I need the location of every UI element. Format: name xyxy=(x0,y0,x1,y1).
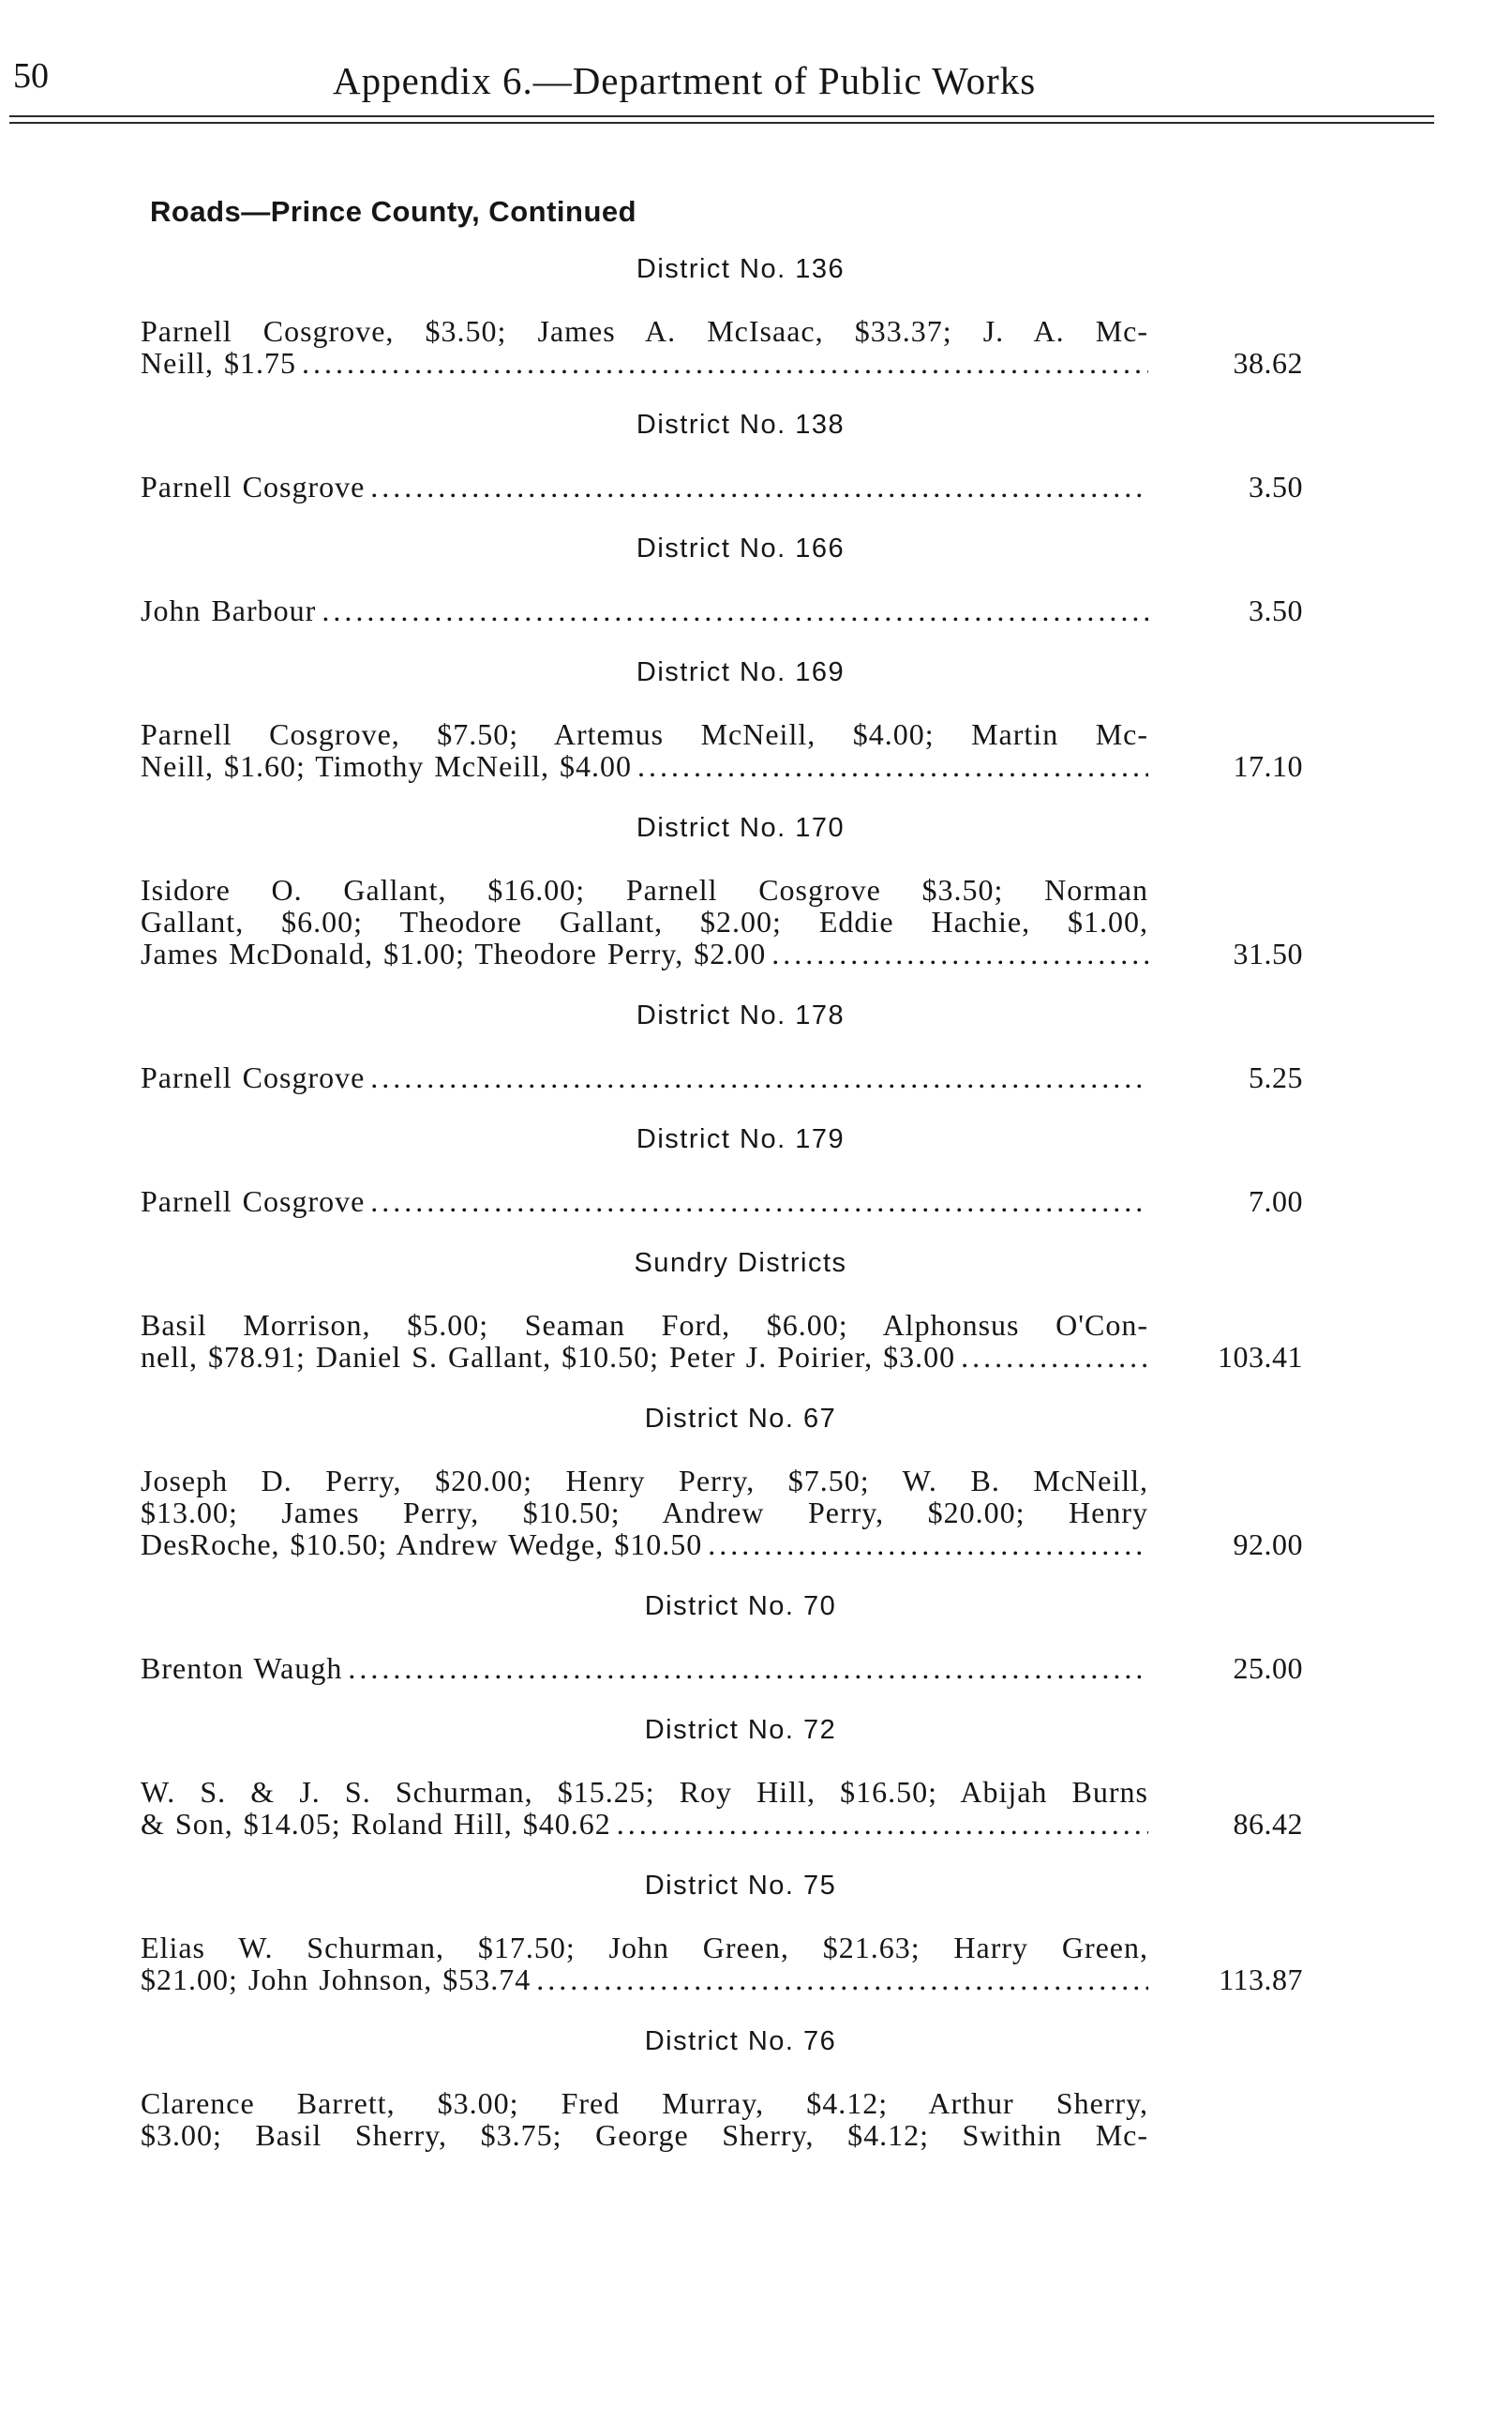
entry-line-last xyxy=(141,471,1148,503)
entry-line: Clarence Barrett, $3.00; Fred Murray, $4.12; Arthur Sherry, xyxy=(141,2086,1148,2120)
leader-dots xyxy=(370,471,1148,503)
district-title: District No. 72 xyxy=(644,1715,837,1745)
leader-dots xyxy=(370,1185,1148,1217)
entry-line: Basil Morrison, $5.00; Seaman Ford, $6.00; Alphonsus O'Con- xyxy=(141,1308,1148,1342)
entry-amount: 38.62 xyxy=(1233,346,1303,380)
entry-line-text: James McDonald, $1.00; Theodore Perry, $2.00 xyxy=(141,937,767,970)
entry-line-text: Brenton Waugh xyxy=(141,1651,343,1685)
running-title: Appendix 6.—Department of Public Works xyxy=(333,59,1037,102)
entry-line-last xyxy=(141,938,1148,970)
entry-line-last xyxy=(141,594,1148,626)
entry-text xyxy=(141,1309,1148,1373)
entry-amount: 86.42 xyxy=(1233,1807,1303,1841)
district-entry xyxy=(141,594,1303,626)
entry-line-text: Parnell Cosgrove xyxy=(141,470,366,504)
entry-text xyxy=(141,1932,1148,1995)
entry-text xyxy=(141,1185,1148,1217)
entry-line-last xyxy=(141,1341,1148,1373)
district-entry xyxy=(141,471,1303,503)
entry-amount: 31.50 xyxy=(1233,937,1303,970)
leader-dots xyxy=(617,1808,1148,1840)
entry-line-last xyxy=(141,1652,1148,1684)
entry-line: Parnell Cosgrove, $7.50; Artemus McNeill, $4.00; Martin Mc- xyxy=(141,717,1148,751)
district-entry xyxy=(141,315,1303,379)
district-entry xyxy=(141,1309,1303,1373)
entry-text xyxy=(141,1061,1148,1093)
entry-line-text: Parnell Cosgrove xyxy=(141,1184,366,1218)
entry-line: Gallant, $6.00; Theodore Gallant, $2.00; Eddie Hachie, $1.00, xyxy=(141,905,1148,939)
leader-dots xyxy=(771,938,1148,970)
district-entry xyxy=(141,874,1303,970)
leader-dots xyxy=(708,1528,1148,1560)
leader-dots xyxy=(961,1341,1148,1373)
leader-dots xyxy=(348,1652,1148,1684)
entry-amount: 113.87 xyxy=(1219,1962,1303,1996)
section-title: Roads—Prince County, Continued xyxy=(150,195,637,228)
page-number: 50 xyxy=(13,56,49,96)
entry-line-text: John Barbour xyxy=(141,594,317,627)
entry-line: Isidore O. Gallant, $16.00; Parnell Cosgrove $3.50; Norman xyxy=(141,873,1148,907)
district-title: District No. 70 xyxy=(644,1591,837,1621)
district-title: District No. 76 xyxy=(644,2026,837,2056)
district-title: Sundry Districts xyxy=(634,1248,847,1278)
header-rule xyxy=(9,122,1434,124)
entry-amount: 5.25 xyxy=(1249,1060,1303,1094)
entry-amount: 3.50 xyxy=(1249,594,1303,627)
header-rule xyxy=(9,115,1434,117)
entry-line-last xyxy=(141,1808,1148,1840)
entry-line-text: Parnell Cosgrove xyxy=(141,1060,366,1094)
entry-line-text: DesRoche, $10.50; Andrew Wedge, $10.50 xyxy=(141,1527,703,1561)
district-entry xyxy=(141,1932,1303,1995)
district-title: District No. 166 xyxy=(636,534,846,564)
entry-line: Parnell Cosgrove, $3.50; James A. McIsaac, $33.37; J. A. Mc- xyxy=(141,314,1148,348)
entry-line: Elias W. Schurman, $17.50; John Green, $21.63; Harry Green, xyxy=(141,1931,1148,1964)
entry-line-last xyxy=(141,347,1148,379)
district-title: District No. 138 xyxy=(636,410,846,440)
entry-line-last xyxy=(141,1528,1148,1560)
entry-line-text: & Son, $14.05; Roland Hill, $40.62 xyxy=(141,1807,611,1841)
entry-text xyxy=(141,874,1148,970)
entry-text xyxy=(141,718,1148,782)
district-entry xyxy=(141,1061,1303,1093)
entry-text xyxy=(141,315,1148,379)
leader-dots xyxy=(302,347,1148,379)
leader-dots xyxy=(370,1061,1148,1093)
entry-line: Joseph D. Perry, $20.00; Henry Perry, $7.50; W. B. McNeill, xyxy=(141,1464,1148,1497)
district-entry xyxy=(141,1465,1303,1560)
district-title: District No. 67 xyxy=(644,1404,837,1434)
entry-amount: 103.41 xyxy=(1218,1340,1303,1374)
entry-text xyxy=(141,594,1148,626)
entry-line-text: nell, $78.91; Daniel S. Gallant, $10.50; Peter J. Poirier, $3.00 xyxy=(141,1340,956,1374)
entry-text xyxy=(141,1652,1148,1684)
district-title: District No. 170 xyxy=(636,813,846,843)
entry-line: W. S. & J. S. Schurman, $15.25; Roy Hill, $16.50; Abijah Burns xyxy=(141,1775,1148,1809)
entry-amount: 3.50 xyxy=(1249,470,1303,504)
leader-dots xyxy=(536,1963,1148,1995)
entry-line-text: Neill, $1.60; Timothy McNeill, $4.00 xyxy=(141,749,633,783)
entry-text xyxy=(141,1465,1148,1560)
entry-line-text: Neill, $1.75 xyxy=(141,346,296,380)
entry-amount: 25.00 xyxy=(1233,1651,1303,1685)
entry-line-last xyxy=(141,1963,1148,1995)
district-entry xyxy=(141,1185,1303,1217)
entry-amount: 7.00 xyxy=(1249,1184,1303,1218)
entry-line-last xyxy=(141,1185,1148,1217)
district-title: District No. 179 xyxy=(636,1124,846,1154)
district-title: District No. 75 xyxy=(644,1871,837,1901)
entry-line-last xyxy=(141,1061,1148,1093)
district-entry xyxy=(141,1652,1303,1684)
entry-text xyxy=(141,1776,1148,1840)
leader-dots xyxy=(637,750,1148,782)
district-entry xyxy=(141,718,1303,782)
entry-line-last xyxy=(141,750,1148,782)
continuing-entry xyxy=(141,2087,1148,2151)
district-title: District No. 169 xyxy=(636,657,846,687)
leader-dots xyxy=(322,594,1148,626)
page-content xyxy=(141,253,1303,2151)
entry-line: $3.00; Basil Sherry, $3.75; George Sherry, $4.12; Swithin Mc- xyxy=(141,2118,1148,2152)
entry-line-text: $21.00; John Johnson, $53.74 xyxy=(141,1962,531,1996)
district-title: District No. 178 xyxy=(636,1000,846,1030)
entry-text xyxy=(141,471,1148,503)
entry-amount: 92.00 xyxy=(1233,1527,1303,1561)
district-entry xyxy=(141,1776,1303,1840)
entry-amount: 17.10 xyxy=(1233,749,1303,783)
entry-line: $13.00; James Perry, $10.50; Andrew Perry, $20.00; Henry xyxy=(141,1496,1148,1529)
district-title: District No. 136 xyxy=(636,254,846,284)
